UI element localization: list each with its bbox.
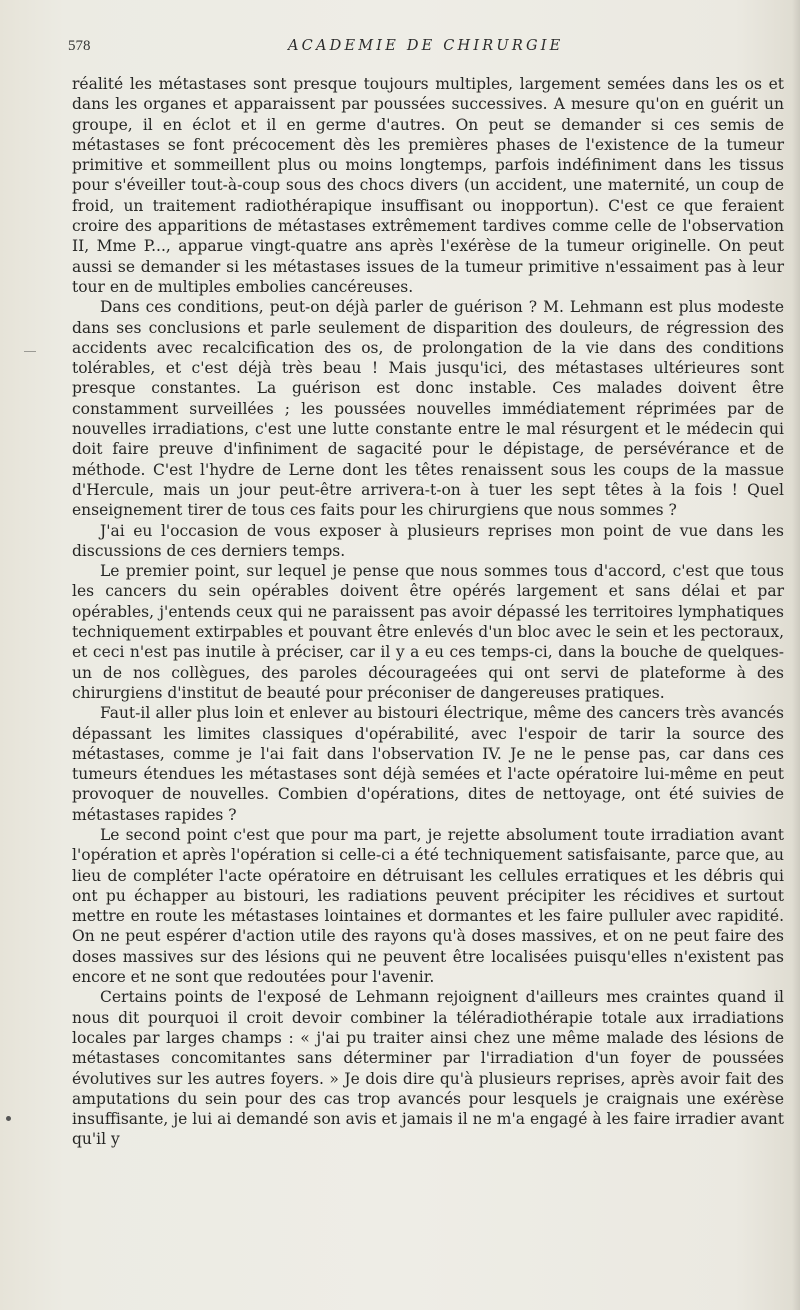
paragraph: Le second point c'est que pour ma part, je rejette absolument toute irradiation avant l'opération et après l'opération si celle-ci a été techniquement satisfaisante, parce que, au lieu de compléter l'acte opératoire en détruisant les cellules erratiques et les débris qui ont pu échapper au bistouri, les radiations peuvent précipiter les récidives et surtout mettre en route les métastases lointaines et dormantes et les faire pulluler avec rapidité. On ne peut espérer d'action utile des rayons qu'à doses massives, et on ne peut faire des doses massives sur des lésions qui ne peuvent être localisées puisqu'elles n'existent pas encore et ne sont que redoutées pour l'avenir. [72, 825, 784, 987]
paragraph: Dans ces conditions, peut-on déjà parler de guérison ? M. Lehmann est plus modeste dans ses conclusions et parle seulement de disparition des douleurs, de régression des accidents avec recalcification des os, de prolongation de la vie dans des conditions tolérables, et c'est déjà très beau ! Mais jusqu'ici, des métastases ultérieures sont presque constantes. La guérison est donc instable. Ces malades doivent être constamment surveillées ; les poussées nouvelles immédiatement réprimées par de nouvelles irradiations, c'est une lutte constante entre le mal résurgent et le médecin qui doit faire preuve d'infiniment de sagacité pour le dépistage, de persévérance et de méthode. C'est l'hydre de Lerne dont les têtes renaissent sous les coups de la massue d'Hercule, mais un jour peut-être arrivera-t-on à tuer les sept têtes à la fois ! Quel enseignement tirer de tous ces faits pour les chirurgiens que nous sommes ? [72, 298, 784, 520]
margin-dot [6, 1116, 11, 1121]
paragraph: Faut-il aller plus loin et enlever au bistouri électrique, même des cancers très avancés dépassant les limites classiques d'opérabilité, avec l'espoir de tarir la source des métastases, comme je l'ai fait dans l'observation IV. Je ne le pense pas, car dans ces tumeurs étendues les métastases sont déjà semées et l'acte opératoire lui-même en peut provoquer de nouvelles. Combien d'opérations, dites de nettoyage, ont été suivies de métastases rapides ? [72, 704, 784, 824]
running-head: ACADEMIE DE CHIRURGIE [288, 38, 564, 54]
margin-mark [24, 351, 36, 352]
paragraph: Certains points de l'exposé de Lehmann rejoignent d'ailleurs mes craintes quand il nous dit pourquoi il croit devoir combiner la téléradiothérapie totale aux irradiations locales par larges champs : « j'ai pu traiter ainsi chez une même malade des lésions de métastases concomitantes sans déterminer par l'irradiation d'un foyer de poussées évolutives sur les autres foyers. » Je dois dire qu'à plusieurs reprises, après avoir fait des amputations du sein pour des cas trop avancés pour lesquels je craignais une exérèse insuffisante, je lui ai demandé son avis et jamais il ne m'a engagé à les faire irradier avant qu'il y [72, 988, 784, 1149]
paragraph: J'ai eu l'occasion de vous exposer à plusieurs reprises mon point de vue dans les discussions de ces derniers temps. [72, 521, 784, 560]
paragraph: Le premier point, sur lequel je pense que nous sommes tous d'accord, c'est que tous les cancers du sein opérables doivent être opérés largement et sans délai et par opérables, j'entends ceux qui ne paraissent pas avoir dépassé les territoires lymphatiques techniquement extirpables et pouvant être enlevés d'un bloc avec le sein et les pectoraux, et ceci n'est pas inutile à préciser, car il y a eu ces temps-ci, dans la bouche de quelques-un de nos collègues, des paroles décourageées qui ont servi de plateforme à des chirurgiens d'institut de beauté pour préconiser de dangereuses pratiques. [72, 562, 784, 702]
page-header [68, 38, 782, 60]
page-edge-shadow [792, 0, 800, 1310]
page-number: 578 [68, 38, 91, 54]
paragraph: réalité les métastases sont presque toujours multiples, largement semées dans les os et dans les organes et apparaissent par poussées successives. A mesure qu'on en guérit un groupe, il en éclot et il en germe d'autres. On peut se demander si ces semis de métastases se font précocement dès les premières phases de l'existence de la tumeur primitive et sommeillent plus ou moins longtemps, parfois indéfiniment dans les tissus pour s'éveiller tout-à-coup sous des chocs divers (un accident, une maternité, un coup de froid, un traitement radiothérapique insuffisant ou inopportun). C'est ce que feraient croire des apparitions de métastases extrêmement tardives comme celle de l'observation II, Mme P..., apparue vingt-quatre ans après l'exérèse de la tumeur originelle. On peut aussi se demander si les métastases issues de la tumeur primitive n'essaiment pas à leur tour en de multiples embolies cancéreuses. [72, 75, 784, 296]
article-body [72, 74, 784, 1150]
